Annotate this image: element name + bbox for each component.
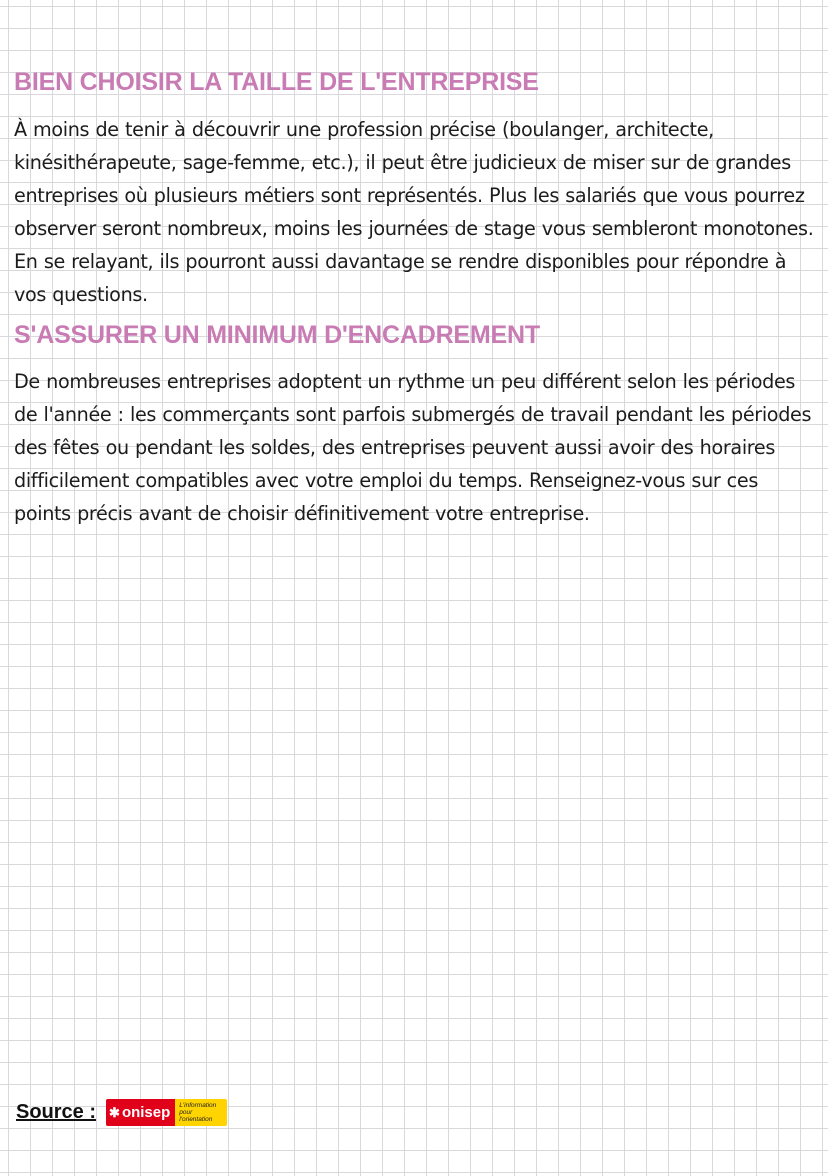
section-title-company-size: BIEN CHOISIR LA TAILLE DE L'ENTREPRISE bbox=[14, 68, 539, 96]
section-text-company-size: À moins de tenir à découvrir une profession précise (boulanger, architecte, kinésithérapeute, sage-femme, etc.), il peut être judicieux de miser sur de grandes entreprises où plusieurs métiers sont représentés. Plus les salariés que vous pourrez observer seront nombreux, moins les journées de stage vous sembleront monotones. En se relayant, ils pourront aussi davantage se rendre disponibles pour répondre à vos questions. bbox=[14, 118, 814, 306]
document-body bbox=[14, 64, 816, 536]
source-credit bbox=[16, 1099, 227, 1126]
onisep-brand-name: onisep bbox=[121, 1104, 171, 1121]
section-text-supervision: De nombreuses entreprises adoptent un rythme un peu différent selon les périodes de l'année : les commerçants sont parfois submergés de travail pendant les périodes des fêtes ou pendant les soldes, des entreprises peuvent aussi avoir des horaires difficilement compatibles avec votre emploi du temps. Renseignez-vous sur ces points précis avant de choisir définitivement votre entreprise. bbox=[14, 370, 812, 525]
asterisk-icon: ✱ bbox=[109, 1104, 120, 1120]
section-title-supervision: S'ASSURER UN MINIMUM D'ENCADREMENT bbox=[14, 321, 540, 349]
onisep-tagline: L'information pour l'orientation bbox=[179, 1102, 217, 1123]
onisep-logo bbox=[106, 1099, 227, 1126]
source-label: Source : bbox=[16, 1101, 97, 1123]
onisep-brand-block bbox=[106, 1099, 175, 1126]
